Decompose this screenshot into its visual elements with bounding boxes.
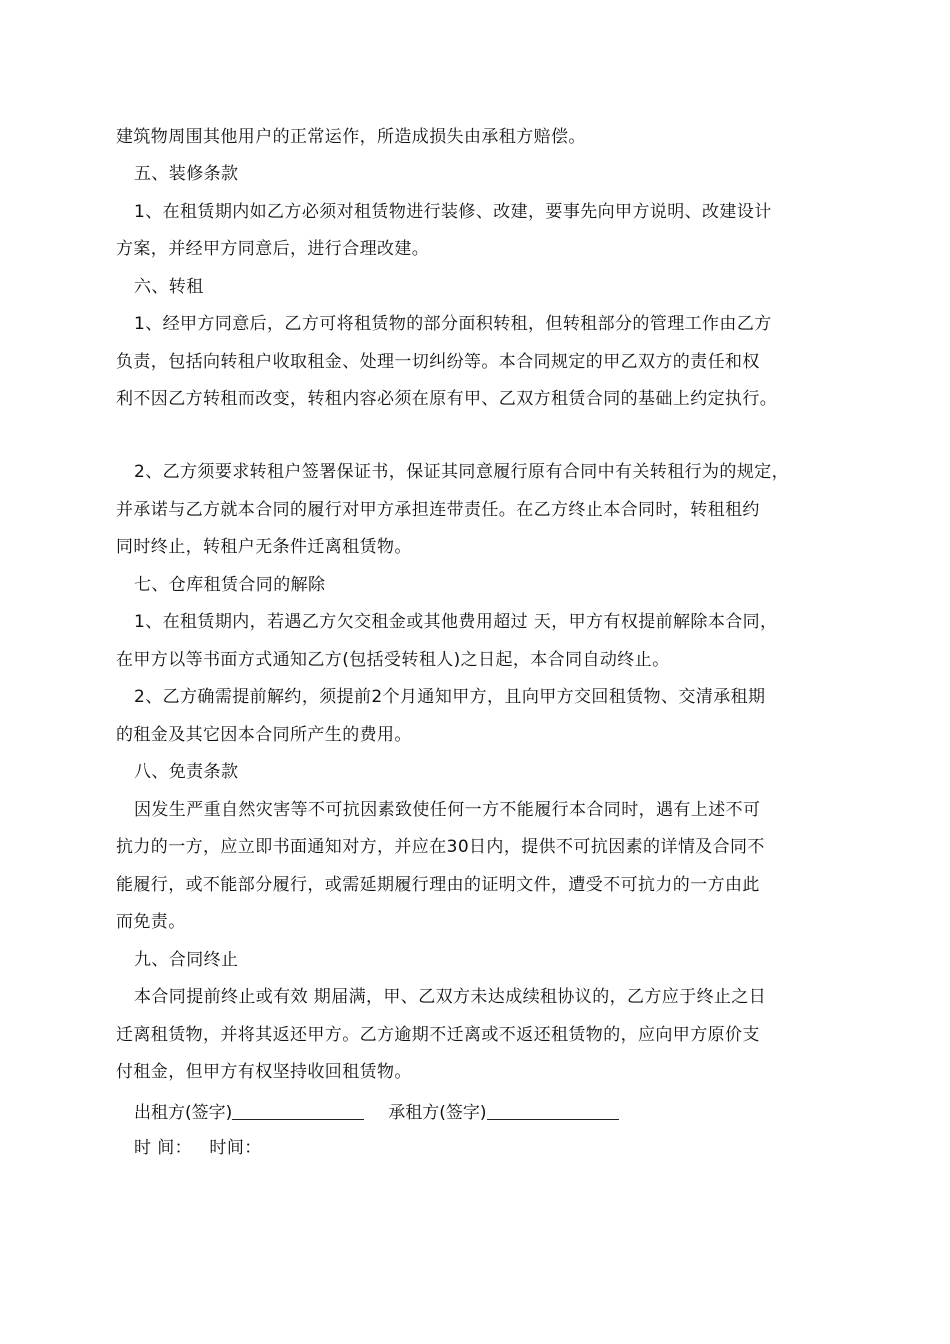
paragraph-line: 1、经甲方同意后，乙方可将租赁物的部分面积转租，但转租部分的管理工作由乙方	[134, 314, 772, 334]
section-heading: 六、转租	[134, 277, 204, 297]
paragraph-line: 2、乙方须要求转租户签署保证书，保证其同意履行原有合同中有关转租行为的规定，	[134, 462, 790, 482]
paragraph-line: 方案，并经甲方同意后，进行合理改建。	[116, 239, 430, 259]
paragraph-line: 同时终止，转租户无条件迁离租赁物。	[116, 537, 412, 557]
lessor-signature-label: 出租方(签字)	[134, 1103, 233, 1123]
paragraph-line: 的租金及其它因本合同所产生的费用。	[116, 725, 412, 745]
paragraph-line: 因发生严重自然灾害等不可抗因素致使任何一方不能履行本合同时，遇有上述不可	[134, 800, 761, 820]
section-heading: 九、合同终止	[134, 950, 239, 970]
signature-row	[134, 1100, 643, 1126]
paragraph-line: 付租金，但甲方有权坚持收回租赁物。	[116, 1062, 412, 1082]
paragraph-line: 利不因乙方转租而改变，转租内容必须在原有甲、乙双方租赁合同的基础上约定执行。	[116, 389, 778, 409]
time-line: 时 间： 时间：	[134, 1138, 262, 1158]
section-heading: 八、免责条款	[134, 762, 239, 782]
paragraph-line: 而免责。	[116, 912, 186, 932]
paragraph-line: 1、在租赁期内如乙方必须对租赁物进行装修、改建，要事先向甲方说明、改建设计	[134, 202, 772, 222]
paragraph-line: 1、在租赁期内，若遇乙方欠交租金或其他费用超过 天，甲方有权提前解除本合同，	[134, 612, 778, 632]
paragraph-line: 能履行，或不能部分履行，或需延期履行理由的证明文件，遭受不可抗力的一方由此	[116, 875, 760, 895]
paragraph-line: 建筑物周围其他用户的正常运作，所造成损失由承租方赔偿。	[116, 127, 586, 147]
section-heading: 五、装修条款	[134, 164, 239, 184]
paragraph-line: 2、乙方确需提前解约，须提前2个月通知甲方，且向甲方交回租赁物、交清承租期	[134, 687, 766, 707]
paragraph-line: 并承诺与乙方就本合同的履行对甲方承担连带责任。在乙方终止本合同时，转租租约	[116, 500, 760, 520]
paragraph-line: 在甲方以等书面方式通知乙方(包括受转租人)之日起，本合同自动终止。	[116, 650, 670, 670]
lessor-signature-blank[interactable]	[232, 1101, 364, 1120]
paragraph-line: 抗力的一方，应立即书面通知对方，并应在30日内，提供不可抗因素的详情及合同不	[116, 837, 765, 857]
paragraph-line: 负责，包括向转租户收取租金、处理一切纠纷等。本合同规定的甲乙双方的责任和权	[116, 352, 760, 372]
paragraph-line: 迁离租赁物，并将其返还甲方。乙方逾期不迁离或不返还租赁物的，应向甲方原价支	[116, 1025, 760, 1045]
paragraph-line: 本合同提前终止或有效 期届满，甲、乙双方未达成续租协议的，乙方应于终止之日	[134, 987, 767, 1007]
section-heading: 七、仓库租赁合同的解除	[134, 575, 326, 595]
lessee-signature-label: 承租方(签字)	[388, 1103, 487, 1123]
lessee-signature-blank[interactable]	[487, 1101, 619, 1120]
